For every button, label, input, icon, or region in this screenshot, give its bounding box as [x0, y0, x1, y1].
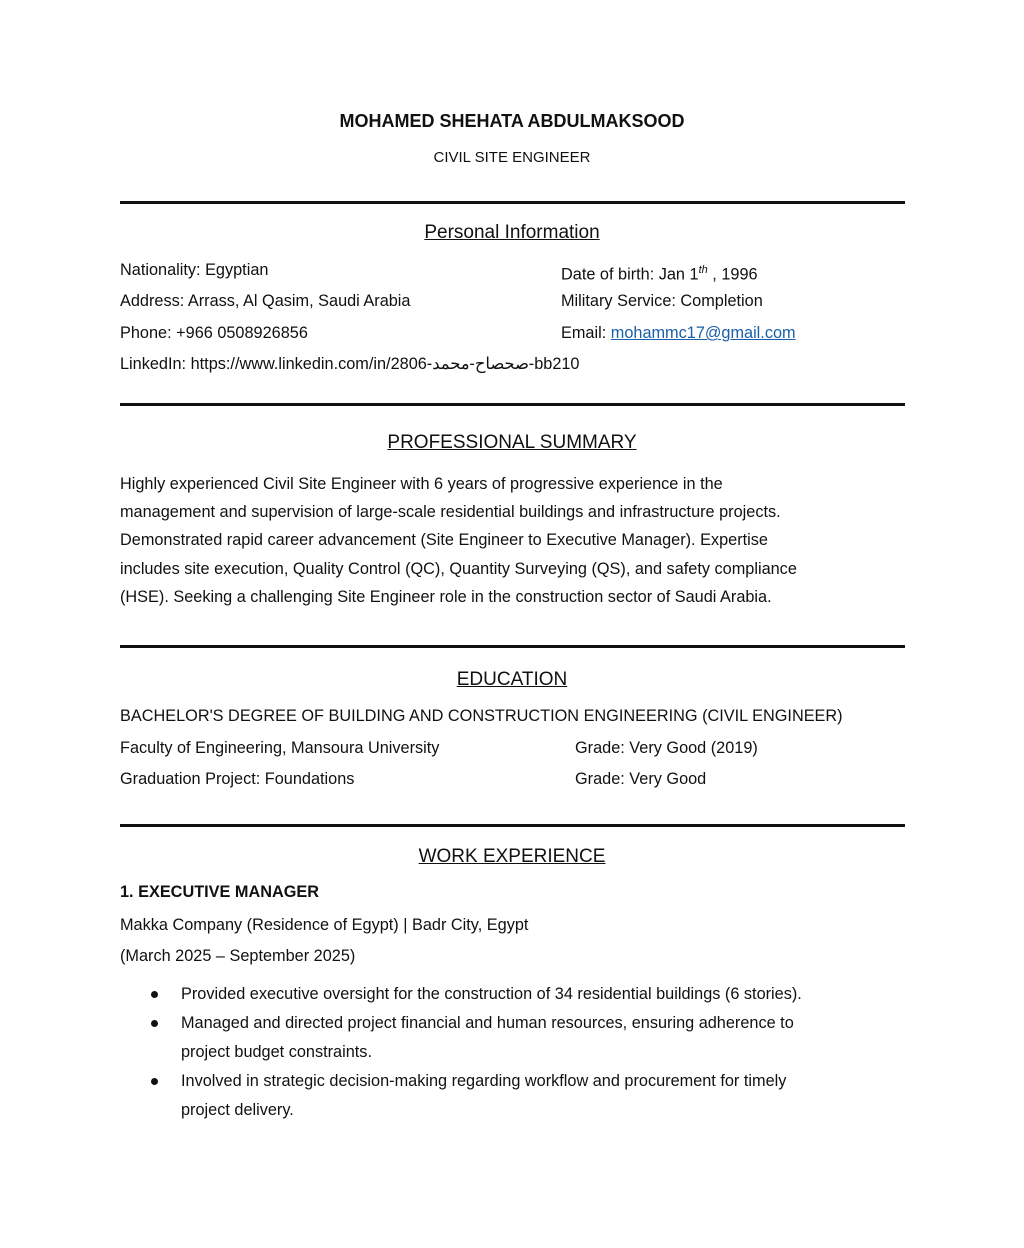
dob-text: Date of birth: Jan 1 [561, 265, 699, 284]
job-dates: (March 2025 – September 2025) [120, 947, 356, 965]
divider [120, 403, 905, 406]
job-title: CIVIL SITE ENGINEER [433, 149, 591, 166]
faculty: Faculty of Engineering, Mansoura University [120, 739, 440, 757]
summary-line: management and supervision of large-scale residential buildings and infrastructure projects. [120, 503, 781, 521]
phone: Phone: +966 0508926856 [120, 324, 308, 342]
date-of-birth [561, 260, 758, 284]
job-title: 1. EXECUTIVE MANAGER [120, 883, 320, 901]
military-service: Military Service: Completion [561, 292, 763, 310]
email-link[interactable]: mohammc17@gmail.com [610, 324, 796, 342]
bullet-icon [151, 1020, 158, 1027]
dob-sup: th [698, 264, 708, 276]
summary-line: (HSE). Seeking a challenging Site Engineer role in the construction sector of Saudi Arabia. [120, 588, 772, 606]
candidate-name: MOHAMED SHEHATA ABDULMAKSOOD [339, 111, 685, 131]
grade: Grade: Very Good (2019) [575, 739, 758, 757]
email [561, 323, 796, 343]
job-bullet: Involved in strategic decision-making regarding workflow and procurement for timely [181, 1072, 787, 1090]
bullet-icon [151, 991, 158, 998]
graduation-project: Graduation Project: Foundations [120, 770, 355, 788]
job-bullet-cont: project delivery. [181, 1101, 294, 1119]
job-bullet: Provided executive oversight for the construction of 34 residential buildings (6 stories). [181, 985, 802, 1003]
project-grade: Grade: Very Good [575, 770, 707, 788]
personal-info-heading: Personal Information [424, 222, 600, 243]
summary-line: Highly experienced Civil Site Engineer with 6 years of progressive experience in the [120, 475, 723, 493]
divider [120, 824, 905, 827]
bullet-icon [151, 1078, 158, 1085]
summary-line: Demonstrated rapid career advancement (Site Engineer to Executive Manager). Expertise [120, 531, 768, 549]
job-company: Makka Company (Residence of Egypt) | Badr City, Egypt [120, 916, 529, 934]
job-bullet-cont: project budget constraints. [181, 1043, 372, 1061]
summary-heading: PROFESSIONAL SUMMARY [387, 432, 637, 453]
divider [120, 201, 905, 204]
job-bullet: Managed and directed project financial and human resources, ensuring adherence to [181, 1014, 794, 1032]
degree: BACHELOR'S DEGREE OF BUILDING AND CONSTRUCTION ENGINEERING (CIVIL ENGINEER) [120, 707, 843, 725]
nationality: Nationality: Egyptian [120, 261, 269, 279]
education-heading: EDUCATION [456, 669, 568, 690]
address: Address: Arrass, Al Qasim, Saudi Arabia [120, 292, 411, 310]
email-label: Email: [561, 324, 611, 342]
divider [120, 645, 905, 648]
summary-line: includes site execution, Quality Control (QC), Quantity Surveying (QS), and safety compliance [120, 560, 797, 578]
work-heading: WORK EXPERIENCE [418, 846, 606, 867]
linkedin: LinkedIn: https://www.linkedin.com/in/2806-صحصاح-محمد-bb210 [120, 355, 580, 373]
dob-year: , 1996 [707, 265, 758, 284]
